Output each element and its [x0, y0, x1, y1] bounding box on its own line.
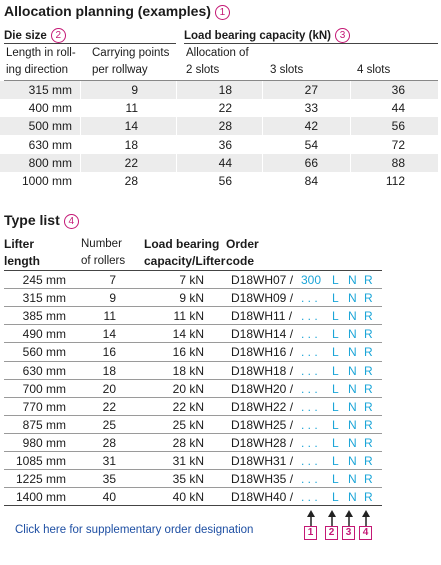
- type-cell-n: N: [348, 327, 357, 342]
- column-separator: [176, 81, 177, 99]
- type-cell-r: R: [364, 309, 373, 324]
- type-cell-l: L: [332, 472, 339, 487]
- type-column-gap: [139, 452, 140, 469]
- type-column-gap: [72, 434, 73, 451]
- arrow-3-head: [345, 510, 353, 517]
- load-title-wrap: [184, 28, 350, 43]
- type-cell-option: . . .: [301, 472, 318, 487]
- marker-1: 1: [304, 526, 317, 540]
- column-separator: [80, 81, 81, 99]
- type-cell-n: N: [348, 363, 357, 378]
- column-separator: [80, 117, 81, 135]
- type-cell-option: . . .: [301, 345, 318, 360]
- type-cell-load: 16 kN: [172, 345, 204, 360]
- column-separator: [80, 136, 81, 154]
- column-separator: [262, 117, 263, 135]
- alloc-header-length-line1: Length in roll-: [6, 47, 76, 59]
- column-separator: [176, 99, 177, 117]
- allocation-cell-points: 11: [125, 101, 138, 116]
- type-column-gap: [72, 452, 73, 469]
- type-cell-length: 245 mm: [22, 273, 66, 287]
- type-cell-load: 9 kN: [179, 291, 204, 306]
- type-cell-code: D18WH25 /: [231, 417, 294, 432]
- type-cell-length: 770 mm: [22, 399, 66, 414]
- type-cell-n: N: [348, 291, 357, 306]
- die-size-title-wrap: [4, 28, 66, 43]
- type-column-gap: [139, 434, 140, 451]
- allocation-cell-s2: 36: [218, 137, 232, 152]
- alloc-header-slots3: 3 slots: [270, 64, 304, 76]
- arrow-4-head: [362, 510, 370, 517]
- alloc-header-slots4: 4 slots: [357, 64, 391, 76]
- allocation-title-badge: 1: [215, 5, 230, 20]
- supplementary-order-link[interactable]: Click here for supplementary order designation: [15, 524, 254, 536]
- type-column-gap: [222, 343, 223, 360]
- type-cell-option: . . .: [301, 417, 318, 432]
- allocation-table: [0, 81, 441, 191]
- alloc-header-carry: [92, 45, 169, 79]
- type-cell-rollers: 40: [102, 490, 116, 505]
- allocation-cell-s3: 54: [304, 137, 318, 152]
- type-column-gap: [139, 343, 140, 360]
- arrow-1-head: [307, 510, 315, 517]
- allocation-cell-length: 500 mm: [28, 119, 72, 134]
- type-header-lifter-line2: length: [4, 254, 40, 268]
- type-cell-load: 14 kN: [172, 327, 204, 342]
- type-cell-code: D18WH40 /: [231, 490, 294, 505]
- column-separator: [262, 154, 263, 172]
- type-cell-r: R: [364, 417, 373, 432]
- alloc-header-carry-line1: Carrying points: [92, 47, 170, 59]
- load-badge: 3: [335, 28, 350, 43]
- type-cell-code: D18WH20 /: [231, 381, 294, 396]
- type-cell-code: D18WH11 /: [231, 309, 293, 324]
- type-cell-r: R: [364, 363, 373, 378]
- column-separator: [80, 99, 81, 117]
- type-cell-code: D18WH31 /: [231, 454, 294, 468]
- allocation-cell-s3: 27: [304, 83, 318, 97]
- type-cell-length: 700 mm: [22, 381, 66, 396]
- type-cell-option: . . .: [301, 490, 318, 505]
- type-cell-l: L: [332, 291, 339, 306]
- column-separator: [262, 81, 263, 99]
- allocation-cell-length: 1000 mm: [21, 174, 72, 188]
- allocation-row: [0, 117, 438, 135]
- alloc-header-length: [6, 45, 76, 79]
- type-column-gap: [72, 398, 73, 415]
- type-cell-load: 18 kN: [172, 363, 204, 378]
- type-cell-code: D18WH35 /: [231, 472, 294, 487]
- allocation-row: [0, 99, 438, 117]
- type-cell-r: R: [364, 399, 373, 414]
- type-column-gap: [222, 307, 223, 324]
- type-header-rollers-line1: Number: [81, 238, 122, 250]
- alloc-header-alloc-line1: Allocation of: [186, 47, 249, 59]
- marker-area: [300, 510, 380, 540]
- column-separator: [176, 117, 177, 135]
- type-cell-load: 25 kN: [172, 417, 204, 432]
- marker-3: 3: [342, 526, 355, 540]
- marker-4: 4: [359, 526, 372, 540]
- type-cell-rollers: 16: [102, 345, 116, 360]
- type-cell-rollers: 20: [102, 381, 116, 396]
- type-header-order-line1: Order: [226, 237, 259, 251]
- die-size-badge: 2: [51, 28, 66, 43]
- type-cell-rollers: 18: [102, 363, 116, 378]
- type-cell-rollers: 11: [103, 309, 116, 324]
- type-cell-r: R: [364, 435, 373, 450]
- alloc-header-alloc-line2: 2 slots: [186, 64, 220, 76]
- column-separator: [176, 154, 177, 172]
- type-cell-n: N: [348, 381, 357, 396]
- load-title: Load bearing capacity (kN): [184, 30, 331, 42]
- type-cell-rollers: 7: [109, 273, 116, 287]
- type-cell-length: 1400 mm: [15, 490, 66, 505]
- type-cell-r: R: [364, 381, 373, 396]
- type-cell-n: N: [348, 345, 357, 360]
- type-cell-code: D18WH22 /: [231, 399, 294, 414]
- type-column-gap: [139, 416, 140, 433]
- type-cell-r: R: [364, 490, 373, 505]
- type-cell-load: 31 kN: [172, 454, 204, 468]
- type-cell-rollers: 22: [102, 399, 116, 414]
- type-column-gap: [222, 271, 223, 288]
- column-separator: [350, 117, 351, 135]
- type-cell-load: 20 kN: [172, 381, 204, 396]
- type-cell-option: 300: [301, 273, 322, 287]
- allocation-cell-length: 400 mm: [28, 101, 72, 116]
- type-column-gap: [72, 271, 73, 288]
- type-cell-code: D18WH18 /: [231, 363, 294, 378]
- type-cell-option: . . .: [301, 363, 318, 378]
- type-column-gap: [139, 488, 140, 505]
- type-header-load: [144, 236, 225, 270]
- allocation-cell-s3: 84: [304, 174, 318, 188]
- alloc-header-slots2: [186, 45, 249, 79]
- type-cell-rollers: 31: [102, 454, 116, 468]
- column-separator: [350, 172, 351, 190]
- type-cell-code: D18WH14 /: [231, 327, 294, 342]
- type-cell-n: N: [348, 399, 357, 414]
- type-cell-l: L: [332, 381, 339, 396]
- type-column-gap: [222, 289, 223, 306]
- type-cell-length: 560 mm: [22, 345, 66, 360]
- allocation-row: [0, 81, 438, 99]
- allocation-cell-s4: 112: [385, 174, 405, 188]
- type-cell-option: . . .: [301, 454, 318, 468]
- type-column-gap: [72, 470, 73, 487]
- allocation-title-wrap: [4, 3, 230, 20]
- type-cell-option: . . .: [301, 381, 318, 396]
- type-column-gap: [139, 307, 140, 324]
- allocation-cell-s4: 88: [391, 155, 405, 170]
- type-cell-l: L: [332, 454, 339, 468]
- type-column-gap: [222, 325, 223, 342]
- type-cell-code: D18WH28 /: [231, 435, 294, 450]
- allocation-cell-s2: 44: [218, 155, 232, 170]
- allocation-cell-s4: 44: [391, 101, 405, 116]
- type-table-bottom-rule: [4, 505, 382, 506]
- column-separator: [80, 172, 81, 190]
- type-cell-r: R: [364, 327, 373, 342]
- type-cell-load: 40 kN: [172, 490, 204, 505]
- allocation-cell-s3: 42: [304, 119, 318, 134]
- type-column-gap: [139, 380, 140, 397]
- type-column-gap: [222, 416, 223, 433]
- allocation-cell-s3: 33: [304, 101, 318, 116]
- type-cell-load: 7 kN: [179, 273, 204, 287]
- type-column-gap: [222, 398, 223, 415]
- type-cell-r: R: [364, 273, 373, 287]
- type-header-load-line1: Load bearing: [144, 237, 220, 251]
- type-column-gap: [139, 271, 140, 288]
- type-header-load-line2: capacity/Lifter: [144, 254, 226, 268]
- type-cell-rollers: 35: [102, 472, 116, 487]
- allocation-cell-points: 28: [124, 174, 138, 188]
- allocation-title: Allocation planning (examples): [4, 3, 211, 19]
- type-cell-length: 875 mm: [22, 417, 66, 432]
- type-column-gap: [139, 362, 140, 379]
- type-column-gap: [222, 470, 223, 487]
- type-cell-load: 28 kN: [172, 435, 204, 450]
- type-column-gap: [139, 289, 140, 306]
- column-separator: [176, 136, 177, 154]
- allocation-cell-length: 630 mm: [28, 137, 72, 152]
- type-column-gap: [72, 289, 73, 306]
- allocation-cell-s4: 36: [391, 83, 405, 97]
- allocation-cell-points: 22: [124, 155, 138, 170]
- column-separator: [262, 172, 263, 190]
- type-cell-n: N: [348, 454, 357, 468]
- die-size-title: Die size: [4, 30, 47, 42]
- type-column-gap: [72, 307, 73, 324]
- type-cell-length: 385 mm: [22, 309, 66, 324]
- type-cell-r: R: [364, 472, 373, 487]
- allocation-row: [0, 154, 438, 172]
- allocation-row: [0, 172, 438, 190]
- typelist-title-wrap: [4, 212, 79, 229]
- allocation-cell-s2: 28: [218, 119, 232, 134]
- type-cell-n: N: [348, 273, 357, 287]
- type-column-gap: [72, 343, 73, 360]
- type-cell-length: 490 mm: [22, 327, 66, 342]
- type-cell-code: D18WH07 /: [231, 273, 294, 287]
- die-size-rule: [4, 43, 176, 44]
- column-separator: [80, 154, 81, 172]
- type-cell-rollers: 28: [102, 435, 116, 450]
- type-column-gap: [222, 434, 223, 451]
- column-separator: [176, 172, 177, 190]
- alloc-header-length-line2: ing direction: [6, 64, 69, 76]
- type-cell-option: . . .: [301, 399, 318, 414]
- allocation-row: [0, 136, 438, 154]
- type-table: [0, 271, 441, 511]
- type-cell-rollers: 25: [102, 417, 116, 432]
- type-cell-l: L: [332, 417, 339, 432]
- type-column-gap: [222, 362, 223, 379]
- type-cell-n: N: [348, 417, 357, 432]
- type-header-order-line2: code: [226, 254, 255, 268]
- type-cell-l: L: [332, 435, 339, 450]
- type-cell-length: 1225 mm: [15, 472, 66, 487]
- typelist-badge: 4: [64, 214, 79, 229]
- typelist-title: Type list: [4, 212, 60, 228]
- type-column-gap: [222, 380, 223, 397]
- column-separator: [350, 154, 351, 172]
- allocation-cell-points: 9: [131, 83, 138, 97]
- type-header-lifter-line1: Lifter: [4, 237, 34, 251]
- type-cell-rollers: 14: [102, 327, 116, 342]
- type-cell-code: D18WH16 /: [231, 345, 294, 360]
- type-header-order: [226, 236, 259, 270]
- type-column-gap: [72, 362, 73, 379]
- type-cell-n: N: [348, 309, 357, 324]
- allocation-cell-length: 315 mm: [28, 83, 72, 97]
- type-cell-option: . . .: [301, 309, 318, 324]
- type-cell-option: . . .: [301, 327, 318, 342]
- type-cell-l: L: [332, 490, 339, 505]
- type-column-gap: [72, 380, 73, 397]
- type-column-gap: [72, 416, 73, 433]
- type-header-rollers: [81, 236, 125, 270]
- type-column-gap: [139, 325, 140, 342]
- type-cell-n: N: [348, 472, 357, 487]
- type-cell-l: L: [332, 363, 339, 378]
- type-cell-load: 11 kN: [173, 309, 204, 324]
- type-cell-code: D18WH09 /: [231, 291, 294, 306]
- arrow-2-head: [328, 510, 336, 517]
- type-cell-load: 35 kN: [172, 472, 204, 487]
- type-cell-length: 630 mm: [22, 363, 66, 378]
- allocation-cell-s4: 72: [391, 137, 405, 152]
- type-column-gap: [222, 488, 223, 505]
- type-cell-rollers: 9: [109, 291, 116, 306]
- type-cell-r: R: [364, 345, 373, 360]
- column-separator: [262, 136, 263, 154]
- type-column-gap: [139, 470, 140, 487]
- type-cell-length: 980 mm: [22, 435, 66, 450]
- allocation-cell-points: 14: [124, 119, 138, 134]
- type-column-gap: [222, 452, 223, 469]
- alloc-header-carry-line2: per rollway: [92, 64, 148, 76]
- type-cell-length: 1085 mm: [15, 454, 66, 468]
- type-cell-r: R: [364, 454, 373, 468]
- type-cell-l: L: [332, 327, 339, 342]
- column-separator: [350, 136, 351, 154]
- column-separator: [262, 99, 263, 117]
- load-rule: [184, 43, 438, 44]
- type-cell-r: R: [364, 291, 373, 306]
- allocation-cell-s2: 22: [218, 101, 232, 116]
- type-cell-n: N: [348, 490, 357, 505]
- column-separator: [350, 99, 351, 117]
- type-cell-l: L: [332, 345, 339, 360]
- type-header-lifter: [4, 236, 40, 270]
- allocation-cell-s4: 56: [391, 119, 405, 134]
- type-cell-option: . . .: [301, 435, 318, 450]
- type-cell-n: N: [348, 435, 357, 450]
- type-cell-l: L: [332, 399, 339, 414]
- type-cell-option: . . .: [301, 291, 318, 306]
- marker-2: 2: [325, 526, 338, 540]
- allocation-cell-s2: 18: [218, 83, 232, 97]
- type-cell-load: 22 kN: [172, 399, 204, 414]
- type-cell-length: 315 mm: [22, 291, 66, 306]
- type-cell-l: L: [332, 273, 339, 287]
- type-column-gap: [72, 325, 73, 342]
- allocation-cell-length: 800 mm: [28, 155, 72, 170]
- allocation-cell-points: 18: [124, 137, 138, 152]
- type-column-gap: [139, 398, 140, 415]
- type-column-gap: [72, 488, 73, 505]
- allocation-cell-s3: 66: [304, 155, 318, 170]
- type-cell-l: L: [332, 309, 339, 324]
- allocation-cell-s2: 56: [218, 174, 232, 188]
- marker-arrows: [300, 510, 380, 526]
- column-separator: [350, 81, 351, 99]
- type-header-rollers-line2: of rollers: [81, 255, 126, 267]
